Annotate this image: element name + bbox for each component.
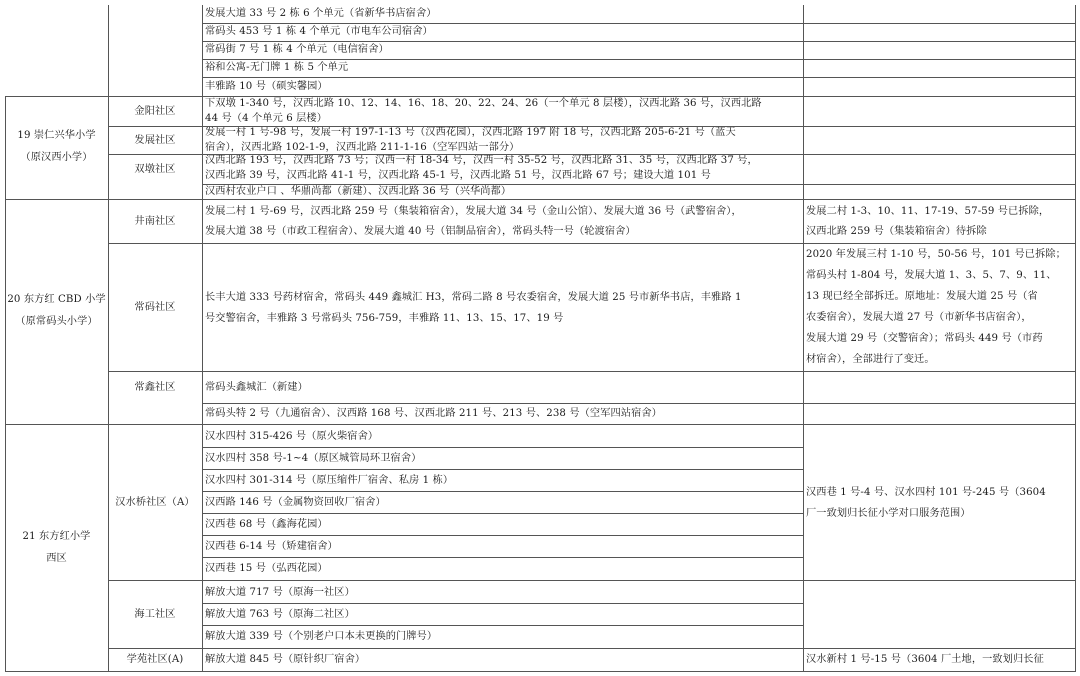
grid-line bbox=[202, 184, 1076, 185]
grid-line bbox=[202, 625, 803, 626]
school-name-line: 西区 bbox=[46, 552, 67, 564]
school-name-line: 19 崇仁兴华小学 bbox=[17, 130, 96, 141]
grid-line bbox=[108, 5, 109, 672]
grid-line bbox=[202, 41, 1076, 42]
table-cell-address: 裕和公寓-无门牌 1 栋 5 个单元 bbox=[205, 62, 349, 73]
grid-line bbox=[202, 23, 1076, 24]
school-name-19 bbox=[5, 96, 108, 198]
school-name-line: （原汉西小学） bbox=[20, 152, 93, 163]
grid-line bbox=[202, 5, 203, 672]
table-cell-address: 汉水四村 315-426 号（原火柴宿舍） bbox=[205, 430, 379, 442]
grid-line bbox=[5, 199, 1076, 200]
table-cell-address: 发展一村 1 号-98 号，发展一村 197-1-13 号（汉西花园），汉西北路 197 附 18 号，汉西北路 205-6-21 号（蓝天 宿舍），汉西北路 102-1-9，汉西北路 211-1-16（空军四站一部分） bbox=[205, 127, 736, 153]
school-name-line: 21 东方红小学 bbox=[22, 530, 91, 542]
table-cell-address: 常码头鑫城汇（新建） bbox=[205, 381, 308, 393]
grid-line bbox=[108, 648, 1076, 649]
grid-line bbox=[202, 59, 1076, 60]
table-cell-address: 解放大道 339 号（个别老户口本未更换的门牌号） bbox=[205, 631, 438, 642]
table-cell-address: 常码街 7 号 1 栋 4 个单元（电信宿舍） bbox=[205, 44, 389, 55]
table-cell-address: 汉水四村 301-314 号（原压缩件厂宿舍、私房 1 栋） bbox=[205, 474, 454, 486]
table-cell-notes: 2020 年发展三村 1-10 号，50-56 号，101 号已拆除； 常码头村 1-804 号，发展大道 1、3、5、7、9、11、 13 现已经全部拆迁。原地址：发展大道 25 号（省 农委宿舍），发展大道 27 号（市新华书店宿舍）， 发展大道 29 号（交警宿舍）；常码头 449 号（市药 材宿舍），全部进行了变迁。 bbox=[806, 249, 1066, 365]
grid-line bbox=[803, 5, 804, 672]
table-cell-notes: 汉西巷 1 号-4 号、汉水四村 101 号-245 号（3604 厂一致划归长征小学对口服务范围） bbox=[806, 487, 1046, 519]
table-cell-address: 汉西村农业户口 、华鼎尚都（新建）、汉西北路 36 号（兴华尚都） bbox=[205, 186, 512, 197]
grid-line bbox=[108, 371, 1076, 372]
table-cell-address: 长丰大道 333 号药材宿舍，常码头 449 鑫城汇 H3，常码二路 8 号农委宿舍，发展大道 25 号市新华书店，丰雅路 1 号交警宿舍，丰雅路 3 号常码头 756-759，丰雅路 11、13、15、17、19 号 bbox=[205, 292, 742, 324]
school-name-21 bbox=[5, 424, 108, 671]
community-haigong: 海工社区 bbox=[134, 609, 176, 620]
school-name-line: 20 东方红 CBD 小学 bbox=[7, 294, 106, 305]
grid-line bbox=[1075, 5, 1076, 672]
school-name-20 bbox=[5, 199, 108, 423]
grid-line bbox=[202, 77, 1076, 78]
grid-line bbox=[5, 424, 1076, 425]
community-changxin: 常鑫社区 bbox=[134, 381, 176, 393]
grid-line bbox=[202, 557, 803, 558]
community-jingnan: 井南社区 bbox=[134, 215, 176, 227]
table-cell-address: 发展二村 1 号-69 号，汉西北路 259 号（集装箱宿舍），发展大道 34 号（金山公馆）、发展大道 36 号（武警宿舍）， 发展大道 38 号（市政工程宿舍）、发展大道 40 号（铝制品宿舍），常码头特一号（轮渡宿舍） bbox=[205, 206, 742, 237]
table-cell-address: 解放大道 845 号（原针织厂宿舍） bbox=[205, 654, 366, 665]
grid-line bbox=[5, 671, 1076, 672]
grid-line bbox=[202, 513, 803, 514]
table-cell-notes: 汉水新村 1 号-15 号（3604 厂土地，一致划归长征 bbox=[806, 654, 1044, 665]
community-changmatou: 常码社区 bbox=[134, 301, 176, 313]
community-shuangdun: 双墩社区 bbox=[134, 163, 176, 175]
grid-line bbox=[108, 243, 1076, 244]
table-cell-address: 下双墩 1-340 号，汉西北路 10、12、14、16、18、20、22、24、26（一个单元 8 层楼），汉西北路 36 号，汉西北路 44 号（4 个单元 6 层楼） bbox=[205, 98, 762, 124]
community-xueyuan: 学苑社区(A) bbox=[126, 654, 184, 665]
table-cell-address: 汉西巷 6-14 号（矫建宿舍） bbox=[205, 540, 338, 552]
grid-line bbox=[108, 126, 1076, 127]
grid-line bbox=[202, 603, 803, 604]
table-cell-address: 常码头 453 号 1 栋 4 个单元（市电车公司宿舍） bbox=[205, 26, 433, 37]
table-cell-address: 常码头特 2 号（九通宿舍）、汉西路 168 号、汉西北路 211 号、213 号、238 号（空军四站宿舍） bbox=[205, 408, 662, 419]
table-cell-address: 解放大道 717 号（原海一社区） bbox=[205, 586, 355, 598]
table-cell-notes: 发展二村 1-3、10、11、17-19、57-59 号已拆除， 汉西北路 259 号（集装箱宿舍）待拆除 bbox=[806, 206, 1050, 237]
table-cell-address: 发展大道 33 号 2 栋 6 个单元（省新华书店宿舍） bbox=[205, 8, 437, 19]
grid-line bbox=[5, 96, 6, 672]
grid-line bbox=[202, 469, 803, 470]
community-jinyang: 金阳社区 bbox=[134, 105, 176, 117]
table-cell-address: 汉水四村 358 号-1~4（原区城管局环卫宿舍） bbox=[205, 452, 422, 464]
table-cell-address: 汉西巷 15 号（弘西花园） bbox=[205, 563, 328, 574]
community-fazhan: 发展社区 bbox=[134, 134, 176, 146]
table-cell-address: 丰雅路 10 号（硕实馨园） bbox=[205, 81, 328, 92]
grid-line bbox=[202, 447, 803, 448]
school-name-line: （原常码头小学） bbox=[15, 316, 98, 327]
table-cell-address: 解放大道 763 号（原海二社区） bbox=[205, 608, 355, 620]
grid-line bbox=[108, 580, 1076, 581]
table-cell-address: 汉西北路 193 号，汉西北路 73 号；汉西一村 18-34 号，汉西一村 35-52 号，汉西北路 31、35 号，汉西北路 37 号， 汉西北路 39 号，汉西北路 41-1 号，汉西北路 45-1 号，汉西北路 51 号，汉西北路 67 号；建设大道 101 号 bbox=[205, 155, 758, 181]
grid-line bbox=[202, 403, 1076, 404]
grid-line bbox=[108, 154, 1076, 155]
grid-line bbox=[5, 96, 1076, 97]
grid-line bbox=[202, 535, 803, 536]
community-hanshuiqiao: 汉水桥社区（A） bbox=[115, 497, 195, 508]
table-cell-address: 汉西路 146 号（金属物资回收厂宿舍） bbox=[205, 496, 386, 508]
grid-line bbox=[202, 491, 803, 492]
table-cell-address: 汉西巷 68 号（鑫海花园） bbox=[205, 518, 328, 530]
